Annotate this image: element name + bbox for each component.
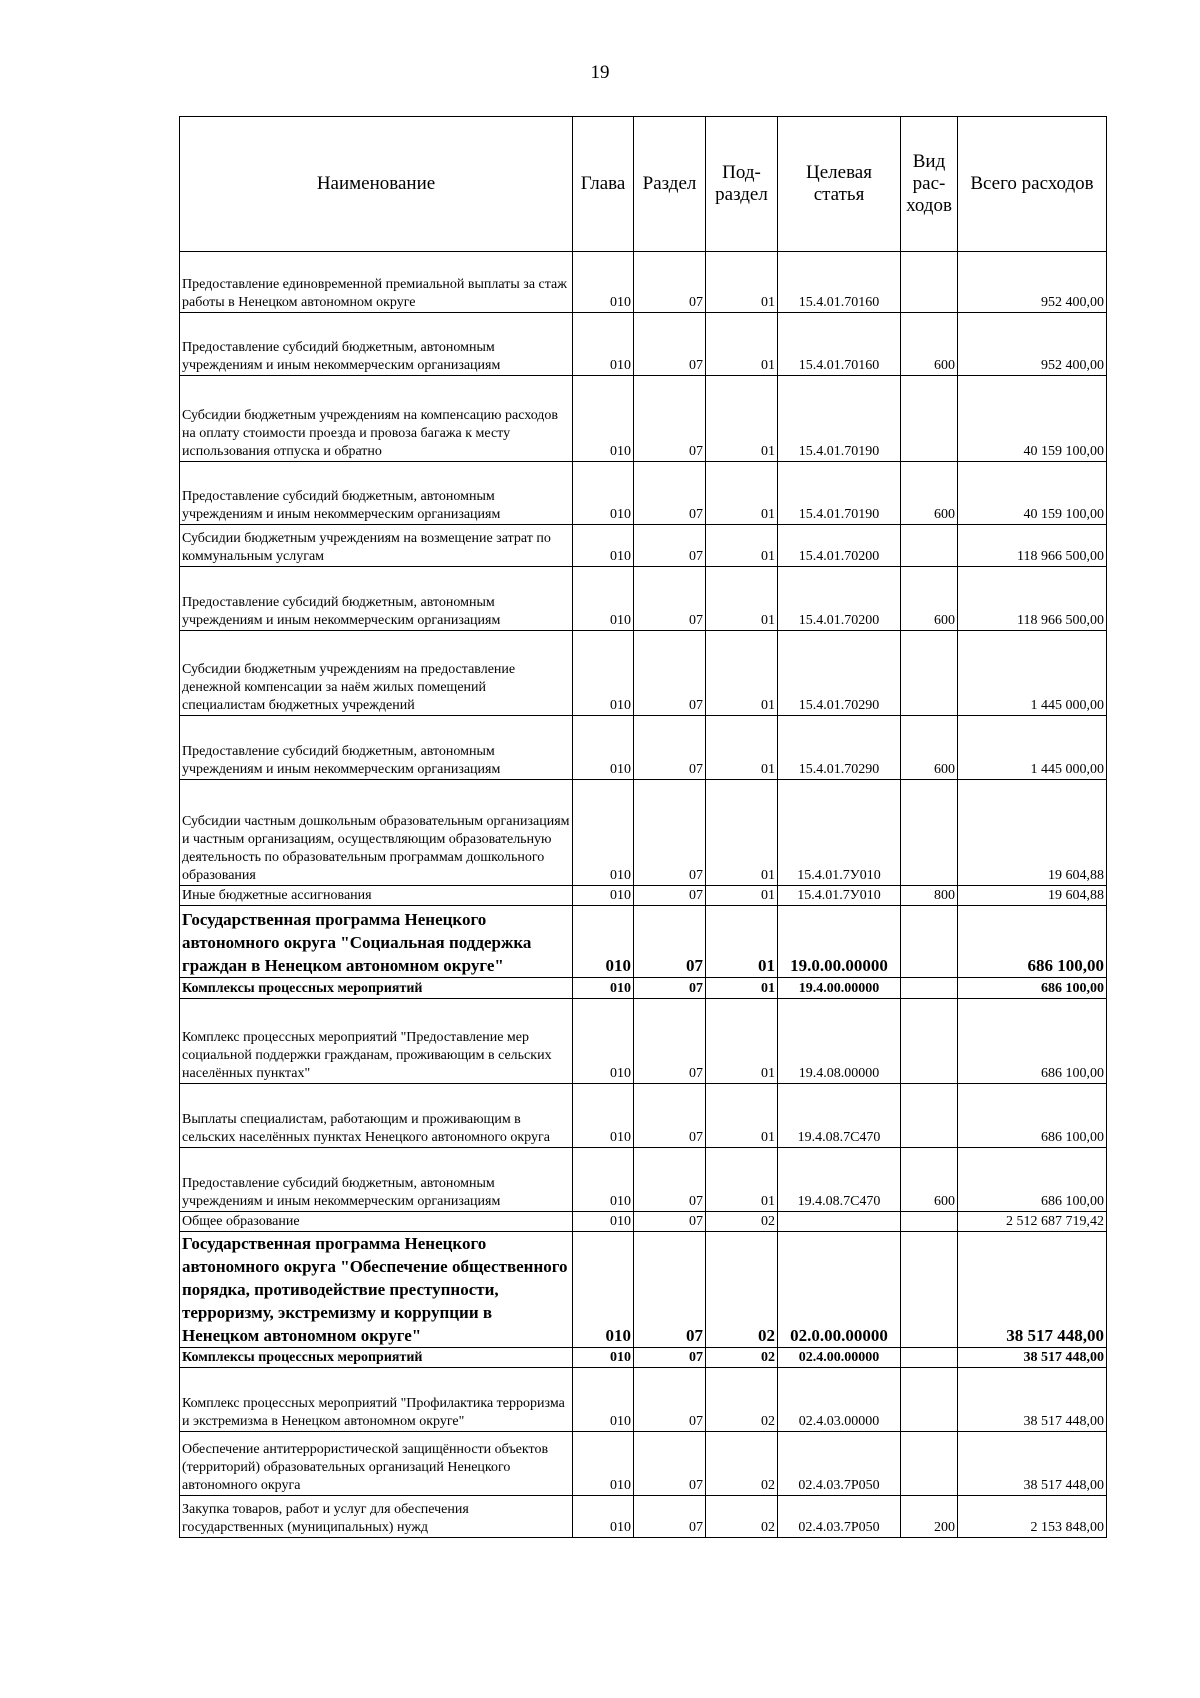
cell-razdel: 07 bbox=[634, 567, 706, 631]
cell-razdel: 07 bbox=[634, 999, 706, 1084]
cell-podrazdel: 01 bbox=[706, 906, 778, 978]
cell-razdel: 07 bbox=[634, 1432, 706, 1496]
cell-name: Закупка товаров, работ и услуг для обеспечения государственных (муниципальных) нужд bbox=[180, 1496, 573, 1538]
cell-podrazdel: 01 bbox=[706, 716, 778, 780]
cell-target: 02.4.03.7Р050 bbox=[778, 1496, 901, 1538]
cell-total: 118 966 500,00 bbox=[958, 525, 1107, 567]
table-row bbox=[180, 999, 1107, 1084]
cell-name: Предоставление субсидий бюджетным, автономным учреждениям и иным некоммерческим организациям bbox=[180, 462, 573, 525]
cell-name: Субсидии бюджетным учреждениям на предоставление денежной компенсации за наём жилых помещений специалистам бюджетных учреждений bbox=[180, 631, 573, 716]
cell-target: 19.4.08.00000 bbox=[778, 999, 901, 1084]
cell-target: 15.4.01.7У010 bbox=[778, 780, 901, 886]
cell-razdel: 07 bbox=[634, 1212, 706, 1232]
cell-name: Общее образование bbox=[180, 1212, 573, 1232]
cell-name: Субсидии бюджетным учреждениям на компенсацию расходов на оплату стоимости проезда и провоза багажа к месту использования отпуска и обратно bbox=[180, 376, 573, 462]
cell-total: 686 100,00 bbox=[958, 1148, 1107, 1212]
cell-glava: 010 bbox=[573, 886, 634, 906]
cell-total: 40 159 100,00 bbox=[958, 376, 1107, 462]
cell-glava: 010 bbox=[573, 1084, 634, 1148]
cell-glava: 010 bbox=[573, 1148, 634, 1212]
cell-podrazdel: 01 bbox=[706, 376, 778, 462]
cell-target: 19.4.00.00000 bbox=[778, 978, 901, 999]
table-row bbox=[180, 1148, 1107, 1212]
cell-target: 15.4.01.70200 bbox=[778, 525, 901, 567]
cell-total: 38 517 448,00 bbox=[958, 1348, 1107, 1368]
cell-glava: 010 bbox=[573, 999, 634, 1084]
cell-vid: 600 bbox=[901, 462, 958, 525]
cell-target: 15.4.01.70200 bbox=[778, 567, 901, 631]
cell-glava: 010 bbox=[573, 978, 634, 999]
cell-podrazdel: 01 bbox=[706, 567, 778, 631]
cell-podrazdel: 01 bbox=[706, 313, 778, 376]
table-row bbox=[180, 462, 1107, 525]
cell-podrazdel: 01 bbox=[706, 462, 778, 525]
table-row bbox=[180, 631, 1107, 716]
cell-name: Обеспечение антитеррористической защищённости объектов (территорий) образовательных организаций Ненецкого автономного округа bbox=[180, 1432, 573, 1496]
cell-target: 15.4.01.70290 bbox=[778, 631, 901, 716]
header-vid: Вид рас-ходов bbox=[901, 117, 958, 252]
cell-total: 38 517 448,00 bbox=[958, 1368, 1107, 1432]
cell-vid: 600 bbox=[901, 716, 958, 780]
cell-name: Субсидии частным дошкольным образовательным организациям и частным организациям, осуществляющим образовательную деятельность по образовательным программам дошкольного образования bbox=[180, 780, 573, 886]
table-row bbox=[180, 1432, 1107, 1496]
cell-glava: 010 bbox=[573, 716, 634, 780]
cell-vid bbox=[901, 252, 958, 313]
cell-vid bbox=[901, 978, 958, 999]
cell-target: 15.4.01.7У010 bbox=[778, 886, 901, 906]
cell-glava: 010 bbox=[573, 462, 634, 525]
cell-name: Комплекс процессных мероприятий "Предоставление мер социальной поддержки гражданам, проживающим в сельских населённых пунктах" bbox=[180, 999, 573, 1084]
cell-razdel: 07 bbox=[634, 1348, 706, 1368]
table-row bbox=[180, 252, 1107, 313]
cell-glava: 010 bbox=[573, 313, 634, 376]
cell-name: Субсидии бюджетным учреждениям на возмещение затрат по коммунальным услугам bbox=[180, 525, 573, 567]
cell-glava: 010 bbox=[573, 1368, 634, 1432]
cell-name: Комплексы процессных мероприятий bbox=[180, 978, 573, 999]
cell-vid bbox=[901, 1232, 958, 1348]
cell-razdel: 07 bbox=[634, 716, 706, 780]
cell-razdel: 07 bbox=[634, 631, 706, 716]
cell-podrazdel: 02 bbox=[706, 1496, 778, 1538]
cell-total: 686 100,00 bbox=[958, 906, 1107, 978]
table-row bbox=[180, 780, 1107, 886]
cell-vid: 200 bbox=[901, 1496, 958, 1538]
cell-vid bbox=[901, 525, 958, 567]
table-row bbox=[180, 1496, 1107, 1538]
cell-razdel: 07 bbox=[634, 376, 706, 462]
cell-total: 686 100,00 bbox=[958, 999, 1107, 1084]
cell-razdel: 07 bbox=[634, 1148, 706, 1212]
cell-podrazdel: 02 bbox=[706, 1212, 778, 1232]
cell-podrazdel: 01 bbox=[706, 252, 778, 313]
header-glava: Глава bbox=[573, 117, 634, 252]
table-header-row bbox=[180, 117, 1107, 252]
cell-glava: 010 bbox=[573, 567, 634, 631]
cell-razdel: 07 bbox=[634, 1232, 706, 1348]
table-row bbox=[180, 313, 1107, 376]
cell-name: Комплексы процессных мероприятий bbox=[180, 1348, 573, 1368]
cell-total: 686 100,00 bbox=[958, 978, 1107, 999]
cell-total: 952 400,00 bbox=[958, 252, 1107, 313]
cell-glava: 010 bbox=[573, 376, 634, 462]
cell-podrazdel: 01 bbox=[706, 1148, 778, 1212]
cell-glava: 010 bbox=[573, 1432, 634, 1496]
cell-vid bbox=[901, 1348, 958, 1368]
cell-target: 19.4.08.7С470 bbox=[778, 1148, 901, 1212]
cell-vid: 600 bbox=[901, 1148, 958, 1212]
cell-total: 686 100,00 bbox=[958, 1084, 1107, 1148]
header-target: Целевая статья bbox=[778, 117, 901, 252]
cell-razdel: 07 bbox=[634, 978, 706, 999]
cell-vid: 800 bbox=[901, 886, 958, 906]
cell-total: 1 445 000,00 bbox=[958, 716, 1107, 780]
cell-podrazdel: 01 bbox=[706, 886, 778, 906]
table-row bbox=[180, 1084, 1107, 1148]
cell-razdel: 07 bbox=[634, 1084, 706, 1148]
cell-vid bbox=[901, 780, 958, 886]
cell-podrazdel: 01 bbox=[706, 631, 778, 716]
cell-total: 952 400,00 bbox=[958, 313, 1107, 376]
budget-table bbox=[179, 116, 1107, 1538]
table-row bbox=[180, 525, 1107, 567]
cell-total: 19 604,88 bbox=[958, 886, 1107, 906]
table-row bbox=[180, 716, 1107, 780]
cell-podrazdel: 01 bbox=[706, 780, 778, 886]
cell-glava: 010 bbox=[573, 252, 634, 313]
cell-glava: 010 bbox=[573, 906, 634, 978]
cell-podrazdel: 02 bbox=[706, 1348, 778, 1368]
cell-name: Выплаты специалистам, работающим и проживающим в сельских населённых пунктах Ненецкого автономного округа bbox=[180, 1084, 573, 1148]
table-body bbox=[180, 252, 1107, 1538]
cell-target: 19.4.08.7С470 bbox=[778, 1084, 901, 1148]
cell-target: 15.4.01.70290 bbox=[778, 716, 901, 780]
cell-glava: 010 bbox=[573, 1496, 634, 1538]
cell-name: Комплекс процессных мероприятий "Профилактика терроризма и экстремизма в Ненецком автономном округе" bbox=[180, 1368, 573, 1432]
cell-vid bbox=[901, 906, 958, 978]
table-row bbox=[180, 1348, 1107, 1368]
cell-glava: 010 bbox=[573, 1212, 634, 1232]
cell-vid bbox=[901, 631, 958, 716]
cell-vid bbox=[901, 1432, 958, 1496]
cell-glava: 010 bbox=[573, 525, 634, 567]
cell-target: 19.0.00.00000 bbox=[778, 906, 901, 978]
cell-podrazdel: 02 bbox=[706, 1232, 778, 1348]
cell-razdel: 07 bbox=[634, 780, 706, 886]
table-row bbox=[180, 567, 1107, 631]
cell-target: 15.4.01.70160 bbox=[778, 313, 901, 376]
cell-razdel: 07 bbox=[634, 1368, 706, 1432]
cell-total: 38 517 448,00 bbox=[958, 1432, 1107, 1496]
cell-name: Предоставление единовременной премиальной выплаты за стаж работы в Ненецком автономном округе bbox=[180, 252, 573, 313]
cell-podrazdel: 01 bbox=[706, 978, 778, 999]
cell-razdel: 07 bbox=[634, 525, 706, 567]
cell-glava: 010 bbox=[573, 780, 634, 886]
cell-vid bbox=[901, 376, 958, 462]
cell-podrazdel: 01 bbox=[706, 1084, 778, 1148]
header-total: Всего расходов bbox=[958, 117, 1107, 252]
cell-podrazdel: 02 bbox=[706, 1368, 778, 1432]
table-row bbox=[180, 376, 1107, 462]
page-number: 19 bbox=[590, 62, 610, 83]
header-name: Наименование bbox=[180, 117, 573, 252]
cell-total: 1 445 000,00 bbox=[958, 631, 1107, 716]
cell-name: Предоставление субсидий бюджетным, автономным учреждениям и иным некоммерческим организациям bbox=[180, 567, 573, 631]
table-row bbox=[180, 1368, 1107, 1432]
cell-total: 40 159 100,00 bbox=[958, 462, 1107, 525]
cell-razdel: 07 bbox=[634, 1496, 706, 1538]
cell-vid bbox=[901, 1368, 958, 1432]
cell-razdel: 07 bbox=[634, 906, 706, 978]
cell-name: Государственная программа Ненецкого автономного округа "Социальная поддержка граждан в Ненецком автономном округе" bbox=[180, 906, 573, 978]
header-podrazdel: Под-раздел bbox=[706, 117, 778, 252]
cell-vid bbox=[901, 1212, 958, 1232]
table-row bbox=[180, 1212, 1107, 1232]
cell-target: 02.0.00.00000 bbox=[778, 1232, 901, 1348]
cell-target: 02.4.03.00000 bbox=[778, 1368, 901, 1432]
cell-total: 19 604,88 bbox=[958, 780, 1107, 886]
cell-name: Государственная программа Ненецкого автономного округа "Обеспечение общественного порядка, противодействие преступности, терроризму, экстремизму и коррупции в Ненецком автономном округе" bbox=[180, 1232, 573, 1348]
cell-name: Предоставление субсидий бюджетным, автономным учреждениям и иным некоммерческим организациям bbox=[180, 313, 573, 376]
cell-razdel: 07 bbox=[634, 462, 706, 525]
cell-target: 15.4.01.70190 bbox=[778, 462, 901, 525]
table-row bbox=[180, 906, 1107, 978]
cell-total: 2 153 848,00 bbox=[958, 1496, 1107, 1538]
cell-target: 02.4.00.00000 bbox=[778, 1348, 901, 1368]
table-row bbox=[180, 978, 1107, 999]
cell-target: 15.4.01.70190 bbox=[778, 376, 901, 462]
table-row bbox=[180, 886, 1107, 906]
header-razdel: Раздел bbox=[634, 117, 706, 252]
cell-target bbox=[778, 1212, 901, 1232]
cell-razdel: 07 bbox=[634, 252, 706, 313]
cell-target: 15.4.01.70160 bbox=[778, 252, 901, 313]
table-row bbox=[180, 1232, 1107, 1348]
cell-total: 2 512 687 719,42 bbox=[958, 1212, 1107, 1232]
cell-glava: 010 bbox=[573, 1348, 634, 1368]
cell-total: 38 517 448,00 bbox=[958, 1232, 1107, 1348]
cell-name: Предоставление субсидий бюджетным, автономным учреждениям и иным некоммерческим организациям bbox=[180, 1148, 573, 1212]
cell-glava: 010 bbox=[573, 1232, 634, 1348]
cell-total: 118 966 500,00 bbox=[958, 567, 1107, 631]
cell-podrazdel: 02 bbox=[706, 1432, 778, 1496]
cell-podrazdel: 01 bbox=[706, 999, 778, 1084]
cell-vid: 600 bbox=[901, 313, 958, 376]
cell-vid bbox=[901, 1084, 958, 1148]
cell-podrazdel: 01 bbox=[706, 525, 778, 567]
cell-razdel: 07 bbox=[634, 886, 706, 906]
cell-glava: 010 bbox=[573, 631, 634, 716]
cell-vid bbox=[901, 999, 958, 1084]
cell-name: Предоставление субсидий бюджетным, автономным учреждениям и иным некоммерческим организациям bbox=[180, 716, 573, 780]
cell-razdel: 07 bbox=[634, 313, 706, 376]
cell-name: Иные бюджетные ассигнования bbox=[180, 886, 573, 906]
cell-vid: 600 bbox=[901, 567, 958, 631]
cell-target: 02.4.03.7Р050 bbox=[778, 1432, 901, 1496]
